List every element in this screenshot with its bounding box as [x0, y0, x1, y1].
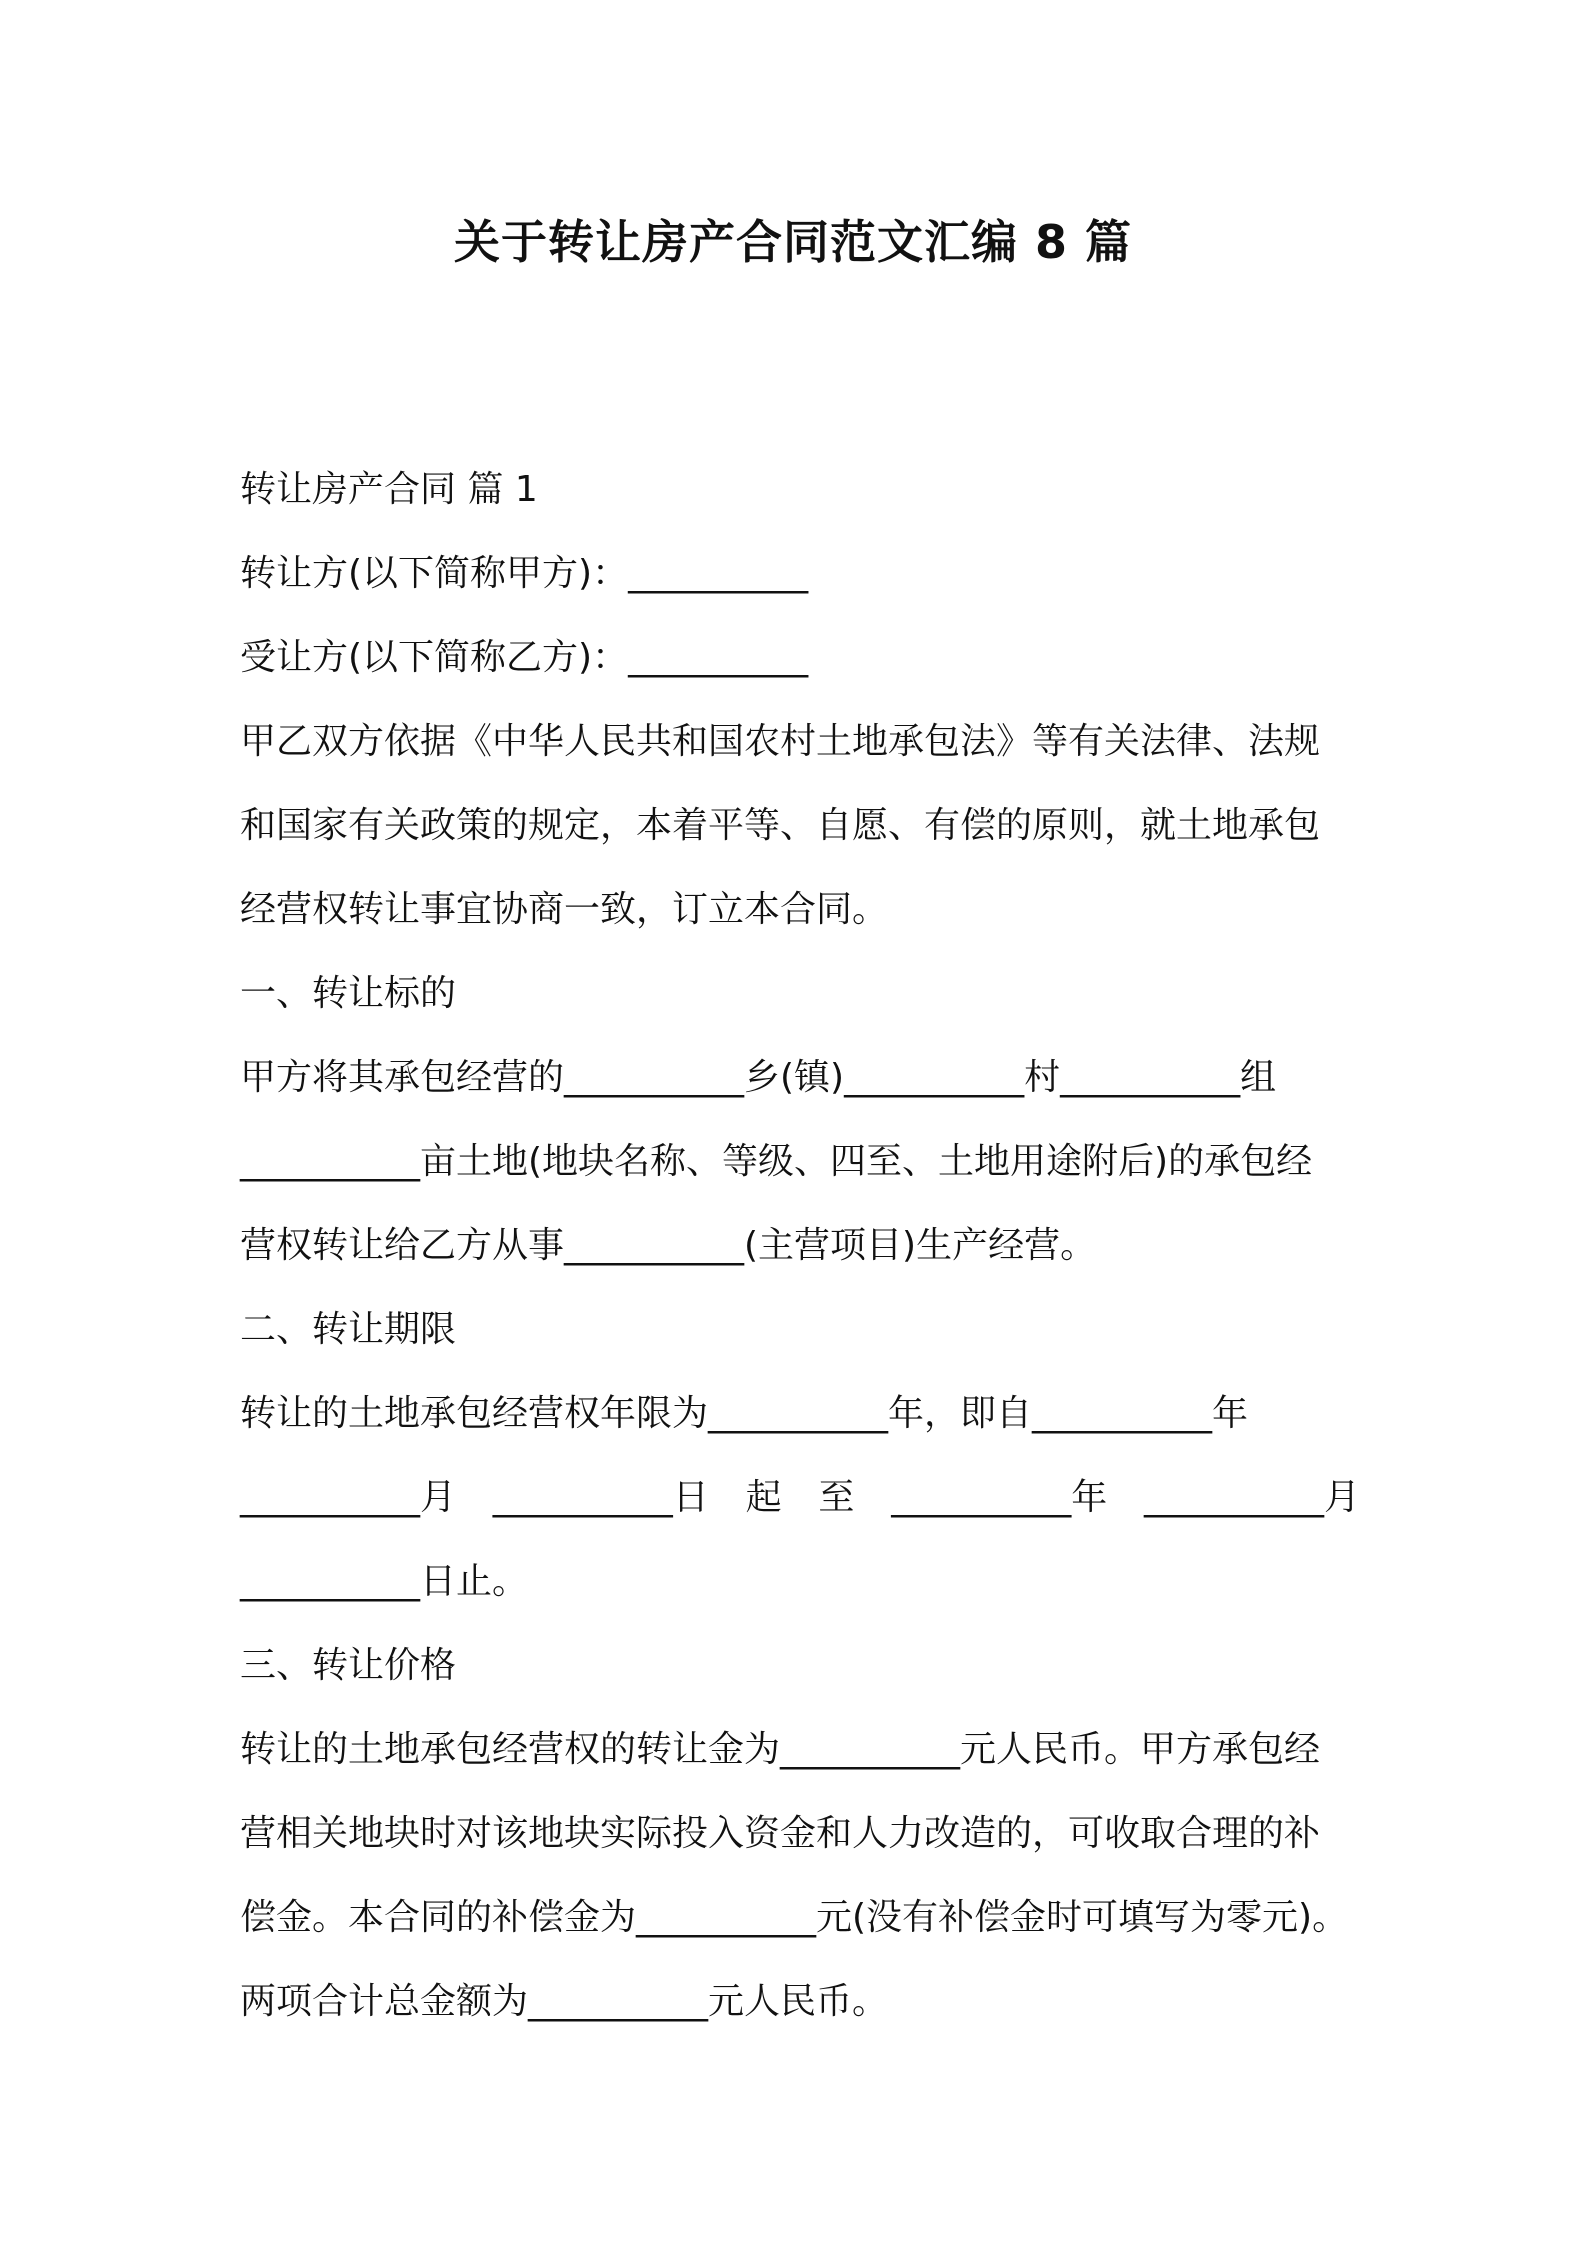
- paragraph-line: 经营权转让事宜协商一致，订立本合同。: [240, 889, 889, 930]
- date-part: 至: [818, 1477, 855, 1518]
- section-heading: 转让房产合同 篇 1: [240, 469, 538, 510]
- date-part: __________月: [240, 1477, 457, 1518]
- document-body: [240, 448, 1360, 2044]
- date-range-line: [240, 1456, 1360, 1540]
- date-part: __________月: [1143, 1477, 1360, 1518]
- date-part: __________年: [891, 1477, 1108, 1518]
- transferor-line: 转让方(以下简称甲方)：__________: [240, 553, 809, 594]
- paragraph-line: 营相关地块时对该地块实际投入资金和人力改造的，可收取合理的补: [240, 1813, 1321, 1854]
- paragraph-line: 甲乙双方依据《中华人民共和国农村土地承包法》等有关法律、法规: [240, 721, 1321, 762]
- paragraph-line: 转让的土地承包经营权的转让金为__________元人民币。甲方承包经: [240, 1729, 1321, 1770]
- paragraph-line: 营权转让给乙方从事__________(主营项目)生产经营。: [240, 1225, 1097, 1266]
- date-part: __________日: [492, 1477, 709, 1518]
- transferee-line: 受让方(以下简称乙方)：__________: [240, 637, 809, 678]
- paragraph-line: 甲方将其承包经营的__________乡(镇)__________村__________组: [240, 1057, 1277, 1098]
- paragraph-line: 和国家有关政策的规定，本着平等、自愿、有偿的原则，就土地承包: [240, 805, 1321, 846]
- clause-heading: 一、转让标的: [240, 973, 457, 1014]
- paragraph-line: 两项合计总金额为__________元人民币。: [240, 1981, 889, 2022]
- date-part: 起: [745, 1477, 782, 1518]
- paragraph-line: 转让的土地承包经营权年限为__________年，即自__________年: [240, 1393, 1249, 1434]
- paragraph-line: 偿金。本合同的补偿金为__________元(没有补偿金时可填写为零元)。: [240, 1897, 1349, 1938]
- clause-heading: 二、转让期限: [240, 1309, 457, 1350]
- document-title: 关于转让房产合同范文汇编 8 篇: [453, 215, 1133, 269]
- paragraph-line: __________日止。: [240, 1561, 529, 1602]
- clause-heading: 三、转让价格: [240, 1645, 457, 1686]
- paragraph-line: __________亩土地(地块名称、等级、四至、土地用途附后)的承包经: [240, 1141, 1313, 1182]
